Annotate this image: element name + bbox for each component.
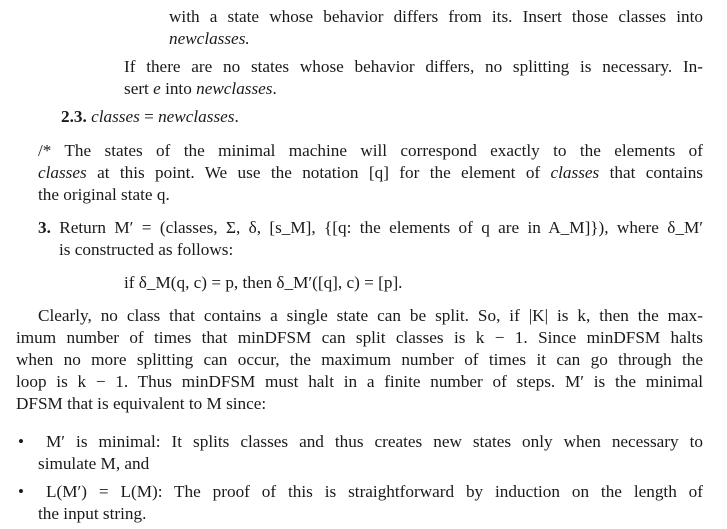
text-line: Return M′ = (classes, Σ, δ, [s_M], {[q: the elements of q are in A_M]}), where δ_M′ (59, 218, 703, 237)
text-line: the original state q. (38, 185, 170, 204)
text-line: is constructed as follows: (59, 240, 234, 259)
text-line: imum number of times that minDFSM can split classes is k − 1. Since minDFSM halts (16, 328, 703, 347)
text-line: M′ is minimal: It splits classes and thus creates new states only when necessary to (46, 432, 703, 451)
no-split-paragraph (124, 56, 703, 100)
step-number: 3. (38, 218, 51, 237)
step-2-3: 2.3. classes = newclasses. (61, 107, 239, 126)
transition-formula: if δ_M(q, c) = p, then δ_M′([q], c) = [p]. (124, 273, 403, 292)
text-line: newclasses. (169, 29, 250, 48)
text-line: classes at this point. We use the notation [q] for the element of classes that contains (38, 163, 703, 182)
text-line: simulate M, and (38, 454, 150, 473)
step-number: 2.3. (61, 107, 87, 126)
text-line: L(M′) = L(M): The proof of this is straightforward by induction on the length of (46, 482, 703, 501)
bullet-item (38, 481, 703, 525)
text-line: sert e into newclasses. (124, 79, 277, 98)
split-tail-paragraph (169, 6, 703, 50)
clearly-paragraph (16, 305, 703, 415)
text-line: Clearly, no class that contains a single state can be split. So, if |K| is k, then the max- (38, 306, 703, 325)
comment-paragraph (38, 140, 703, 206)
bullet-icon: • (18, 432, 24, 451)
text-line: DFSM that is equivalent to M since: (16, 394, 267, 413)
text-line: when no more splitting can occur, the maximum number of times it can go through the (16, 350, 703, 369)
text-line: loop is k − 1. Thus minDFSM must halt in a finite number of steps. M′ is the minimal (16, 372, 703, 391)
text-line: with a state whose behavior differs from its. Insert those classes into (169, 7, 703, 26)
bullet-icon: • (18, 482, 24, 501)
text-line: /* The states of the minimal machine will correspond exactly to the elements of (38, 141, 703, 160)
text-line: the input string. (38, 504, 147, 523)
bullet-item (38, 431, 703, 475)
text-line: If there are no states whose behavior differs, no splitting is necessary. In- (124, 57, 703, 76)
step-3 (38, 217, 703, 261)
